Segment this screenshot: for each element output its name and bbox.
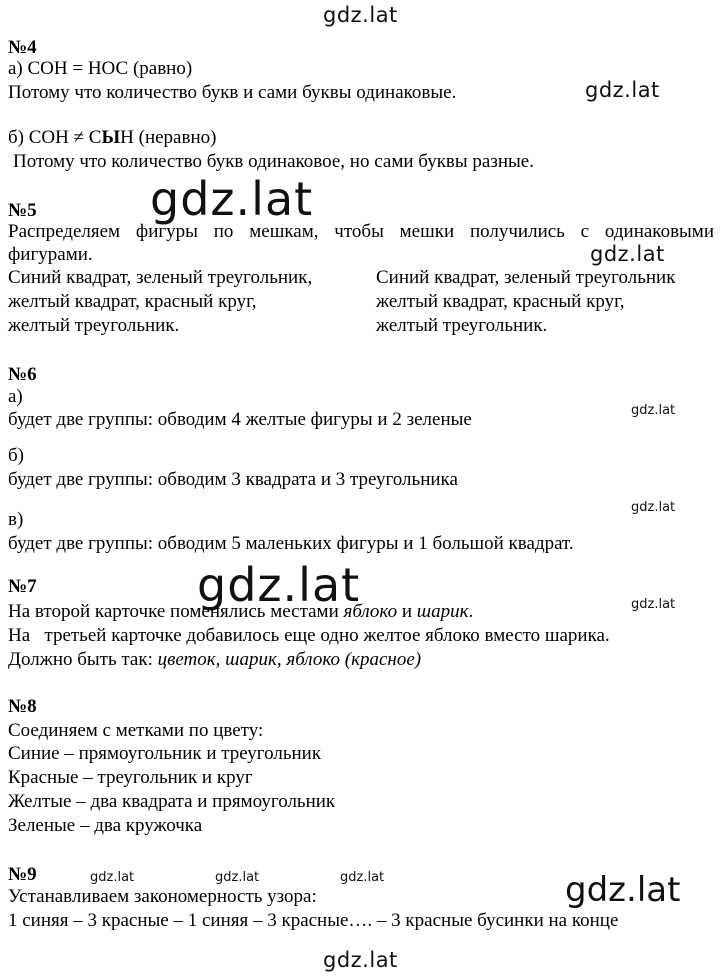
answer-text: будет две группы: обводим 4 желтые фигуры и 2 зеленые — [8, 409, 472, 430]
subtask-label: б) — [8, 445, 24, 466]
watermark-text: gdz.lat — [90, 870, 135, 885]
watermark-text: gdz.lat — [565, 870, 681, 910]
paragraph — [8, 649, 421, 671]
task-number: №5 — [8, 200, 37, 221]
text-run: и — [397, 601, 417, 622]
right-bag-line: желтый квадрат, красный круг, — [376, 291, 625, 312]
subtask-label: в) — [8, 509, 24, 530]
watermark-text: gdz.lat — [323, 3, 398, 27]
list-line: Зеленые – два кружочка — [8, 815, 203, 836]
right-bag-line: желтый треугольник. — [376, 315, 548, 336]
paragraph: Распределяем фигуры по мешкам, чтобы мешки получились с одинаковыми — [8, 221, 714, 242]
paragraph: фигурами. — [8, 244, 93, 265]
task-number: №7 — [8, 576, 37, 597]
answer-b-pre: б) СОН ≠ С — [8, 127, 102, 148]
watermark-text: gdz.lat — [631, 403, 676, 418]
list-line: Синие – прямоугольник и треугольник — [8, 743, 322, 764]
watermark-text: gdz.lat — [340, 870, 385, 885]
answer-text: будет две группы: обводим 3 квадрата и 3 треугольника — [8, 469, 458, 490]
paragraph: 1 синяя – 3 красные – 1 синяя – 3 красные…. – 3 красные бусинки на конце — [8, 910, 619, 931]
explanation: Потому что количество букв одинаковое, но сами буквы разные. — [13, 151, 534, 172]
list-line: Соединяем с метками по цвету: — [8, 720, 264, 741]
explanation: Потому что количество букв и сами буквы одинаковые. — [8, 82, 457, 103]
text-run: Должно быть так: — [8, 649, 158, 670]
answer-b — [8, 127, 216, 149]
list-line: Красные – треугольник и круг — [8, 767, 253, 788]
italic-word: яблоко — [343, 601, 398, 622]
paragraph — [8, 601, 473, 623]
left-bag-line: желтый квадрат, красный круг, — [8, 291, 257, 312]
watermark-text: gdz.lat — [631, 597, 676, 612]
paragraph: На третьей карточке добавилось еще одно желтое яблоко вместо шарика. — [8, 625, 610, 646]
task-number: №4 — [8, 37, 37, 58]
answer-b-post: Н (неравно) — [120, 127, 217, 148]
watermark-text: gdz.lat — [631, 500, 676, 515]
answer-text: будет две группы: обводим 5 маленьких фигуры и 1 большой квадрат. — [8, 533, 574, 554]
task-number: №8 — [8, 696, 37, 717]
watermark-text: gdz.lat — [150, 172, 314, 226]
left-bag-line: желтый треугольник. — [8, 315, 180, 336]
answer-b-bold-letter: Ы — [101, 127, 121, 148]
right-bag-line: Синий квадрат, зеленый треугольник — [376, 267, 676, 288]
list-line: Желтые – два квадрата и прямоугольник — [8, 791, 336, 812]
subtask-label: а) — [8, 386, 23, 407]
watermark-text: gdz.lat — [585, 78, 660, 102]
italic-answer: цветок, шарик, яблоко (красное) — [157, 649, 422, 670]
answer-a: а) СОН = НОС (равно) — [8, 58, 193, 79]
task-number: №6 — [8, 364, 37, 385]
task-number: №9 — [8, 864, 37, 885]
watermark-text: gdz.lat — [197, 558, 361, 612]
text-run: На второй карточке поменялись местами — [8, 601, 344, 622]
paragraph: Устанавливаем закономерность узора: — [8, 886, 317, 907]
left-bag-line: Синий квадрат, зеленый треугольник, — [8, 267, 313, 288]
watermark-text: gdz.lat — [215, 870, 260, 885]
italic-word: шарик — [416, 601, 469, 622]
watermark-text: gdz.lat — [323, 948, 398, 972]
text-run: . — [468, 601, 474, 622]
watermark-text: gdz.lat — [590, 242, 665, 266]
